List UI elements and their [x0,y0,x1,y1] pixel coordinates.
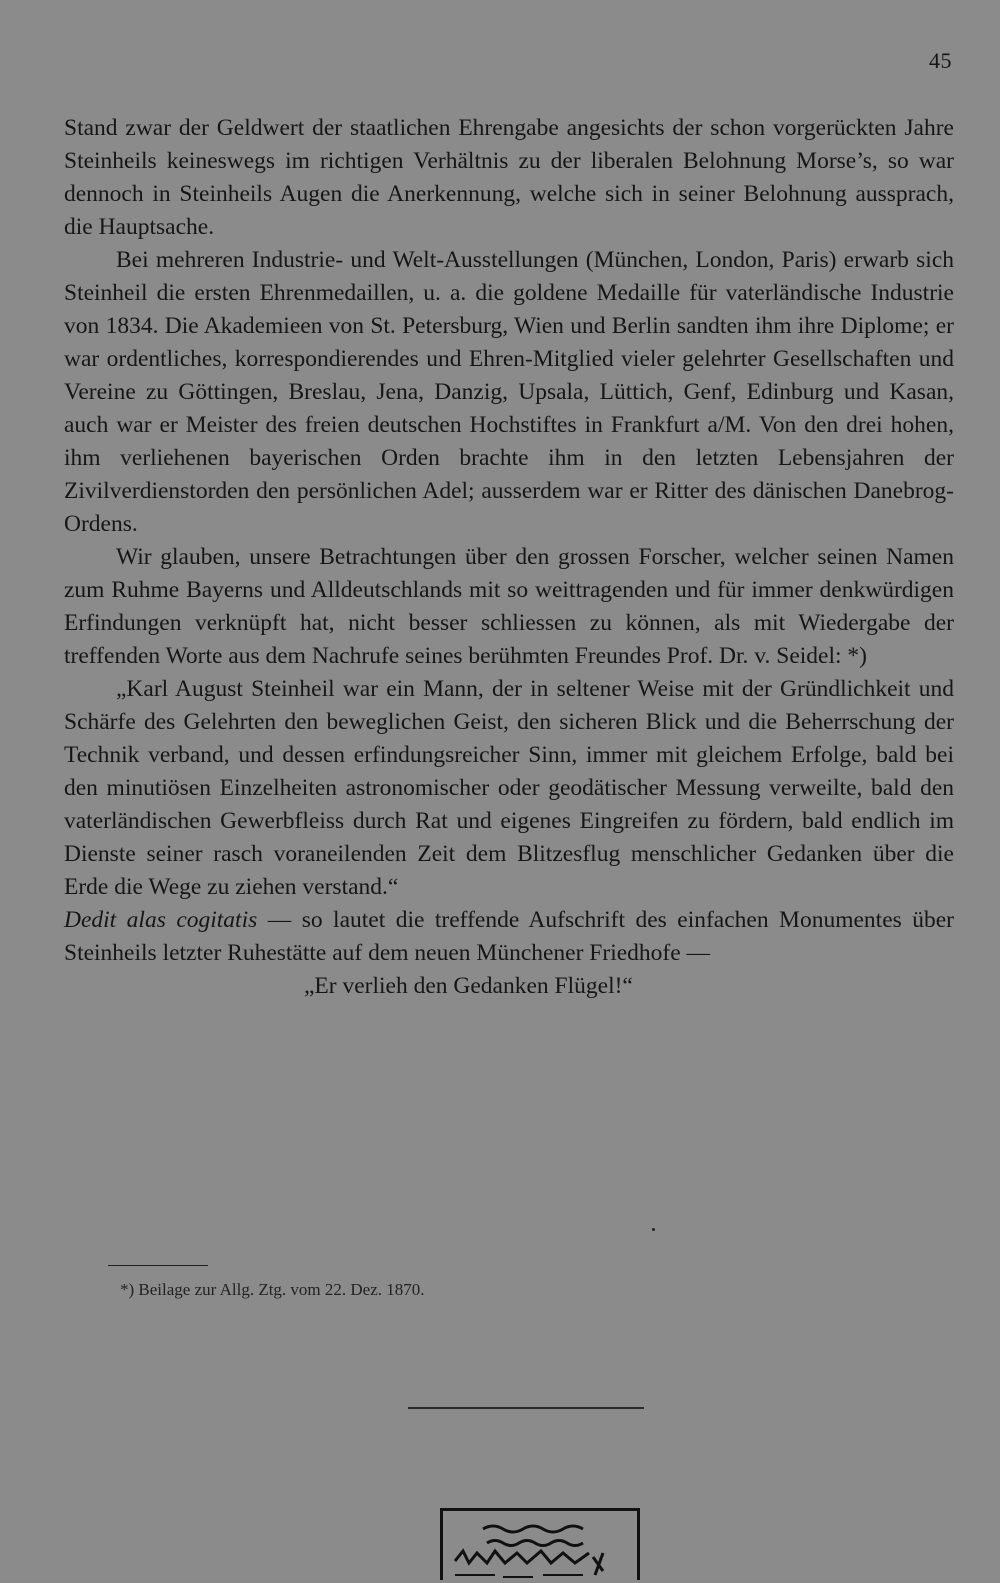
paragraph-closing [64,904,954,970]
latin-inscription: Dedit alas cogitatis [64,907,258,933]
paragraph-betrachtungen: Wir glauben, unsere Betrachtungen über den grossen Forscher, welcher seinen Namen zum Ruhme Bayerns und Alldeutschlands mit so weittragenden und für immer denkwürdigen Erfindungen verknüpft hat, nicht besser schliessen zu können, als mit Wiedergabe der treffenden Worte aus dem Nachrufe seines berühmten Freundes Prof. Dr. v. Seidel: *) [64,544,954,669]
paragraph-geldwert: Stand zwar der Geldwert der staatlichen Ehrengabe angesichts der schon vorgerückten Jahre Steinheils keineswegs im richtigen Verhältnis zu der liberalen Belohnung Morse’s, so war dennoch in Steinheils Augen die Anerkennung, welche sich in seiner Belohnung aussprach, die Hauptsache. [64,115,954,240]
print-speck [652,1228,655,1231]
library-stamp [440,1508,640,1580]
footnote: *) Beilage zur Allg. Ztg. vom 22. Dez. 1870. [120,1280,425,1299]
bottom-divider [408,1407,644,1409]
footnote-divider [108,1265,208,1266]
stamp-marks-icon [443,1511,637,1583]
page-number: 45 [929,48,952,73]
paragraph-nachruf-quote: „Karl August Steinheil war ein Mann, der in seltener Weise mit der Gründlichkeit und Schärfe des Gelehrten den beweglichen Geist, den sicheren Blick und die Beherrschung der Technik verband, und dessen erfindungsreicher Sinn, immer mit gleichem Erfolge, bald bei den minutiösen Einzelheiten astronomischer oder geodätischer Messung verweilte, bald den vaterländischen Gewerbfleiss durch Rat und eigenes Eingreifen zu fördern, bald endlich im Dienste seiner rasch voraneilenden Zeit dem Blitzesflug menschlicher Gedanken über die Erde die Wege zu ziehen verstand.“ [64,676,954,900]
monument-inscription: „Er verlieh den Gedanken Flügel!“ [304,973,633,999]
paragraph-ausstellungen: Bei mehreren Industrie- und Welt-Ausstellungen (München, London, Paris) erwarb sich Steinheil die ersten Ehrenmedaillen, u. a. die goldene Medaille für vaterländische Industrie von 1834. Die Akademieen von St. Petersburg, Wien und Berlin sandten ihm ihre Diplome; er war ordentliches, korrespondierendes und Ehren-Mitglied vieler gelehrter Gesellschaften und Vereine zu Göttingen, Breslau, Jena, Danzig, Upsala, Lüttich, Genf, Edinburg und Kasan, auch war er Meister des freien deutschen Hochstiftes in Frankfurt a/M. Von den drei hohen, ihm verliehenen bayerischen Orden brachte ihm in den letzten Lebensjahren der Zivilverdienstorden den persönlichen Adel; ausserdem war er Ritter des dänischen Danebrog-Ordens. [64,247,954,537]
body-text [64,112,954,1003]
closing-text: — so lautet die treffende Aufschrift des einfachen Monumentes über Steinheils letzter Ruhestätte auf dem neuen Münchener Friedhofe — [64,907,954,966]
